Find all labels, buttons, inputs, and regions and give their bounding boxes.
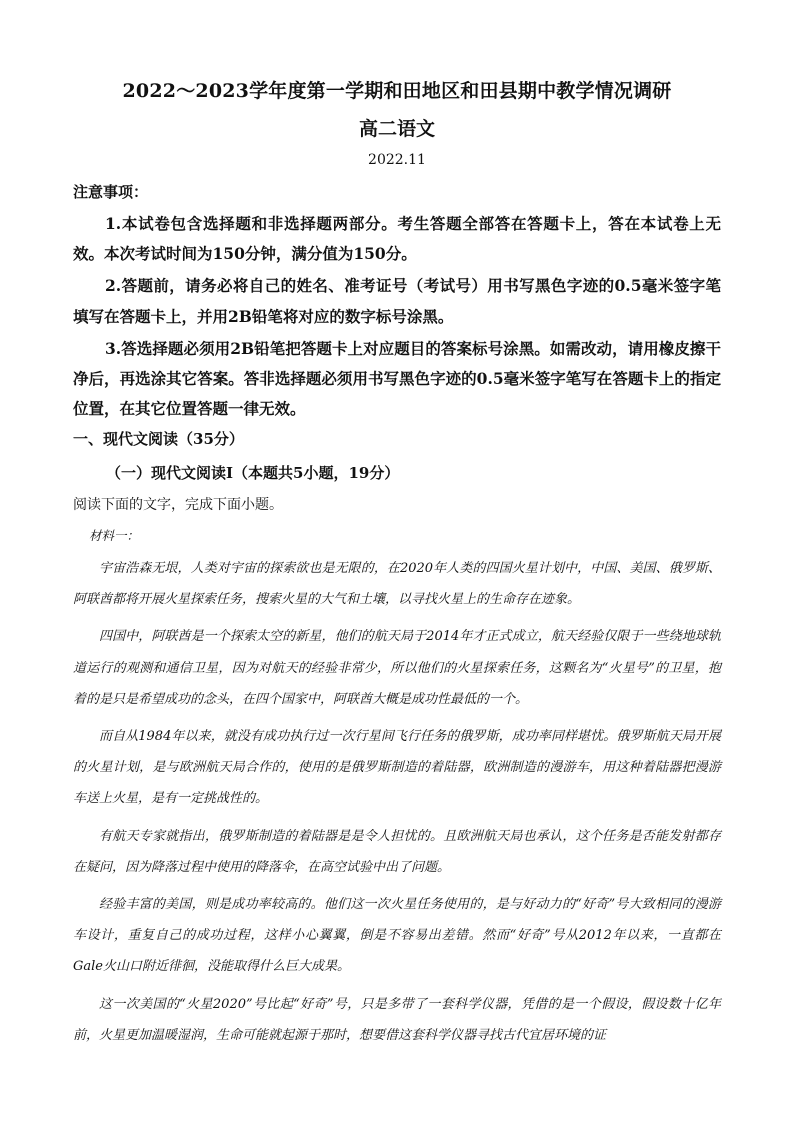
material-paragraph: 经验丰富的美国，则是成功率较高的。他们这一次火星任务使用的，是与好动力的“好奇”号大致相同的漫游车设计，重复自己的成功过程，这样小心翼翼，倒是不容易出差错。然而“好奇”号从2012年以来，一直都在Gale火山口附近徘徊，没能取得什么巨大成果。 [73,897,721,975]
subsection-heading: （一）现代文阅读Ⅰ（本题共5小题，19分） [106,464,400,482]
notice-item: 3.答选择题必须用2B铅笔把答题卡上对应题目的答案标号涂黑。如需改动，请用橡皮擦干净后，再选涂其它答案。答非选择题必须用书写黑色字迹的0.5毫米签字笔写在答题卡上的指定位置，在其它位置答题一律无效。 [73,338,721,419]
material-paragraph: 而自从1984年以来，就没有成功执行过一次行星间飞行任务的俄罗斯，成功率同样堪忧。俄罗斯航天局开展的火星计划，是与欧洲航天局合作的，使用的是俄罗斯制造的着陆器，欧洲制造的漫游车，用这种着陆器把漫游车送上火星，是有一定挑战性的。 [73,729,721,807]
exam-date: 2022.11 [368,152,426,168]
section-heading: 一、现代文阅读（35分） [73,430,244,448]
material-paragraph: 宇宙浩森无垠，人类对宇宙的探索欲也是无限的，在2020年人类的四国火星计划中，中国、美国、俄罗斯、阿联酋都将开展火星探索任务，搜索火星的大气和土壤，以寻找火星上的生命存在迹象。 [73,561,721,608]
material-paragraph: 有航天专家就指出，俄罗斯制造的着陆器是是令人担忧的。且欧洲航天局也承认，这个任务是否能发射都存在疑问，因为降落过程中使用的降落伞，在高空试验中出了问题。 [73,828,721,875]
notice-heading: 注意事项： [73,183,149,201]
notice-list [73,209,721,426]
notice-item: 1.本试卷包含选择题和非选择题两部分。考生答题全部答在答题卡上，答在本试卷上无效。本次考试时间为150分钟，满分值为150分。 [73,214,721,264]
material-label: 材料一： [89,528,140,543]
exam-title: 2022～2023学年度第一学期和田地区和田县期中教学情况调研 [122,80,672,102]
notice-item: 2.答题前，请务必将自己的姓名、准考证号（考试号）用书写黑色字迹的0.5毫米签字笔填写在答题卡上，并用2B铅笔将对应的数字标号涂黑。 [73,276,721,326]
material-paragraph: 四国中，阿联酋是一个探索太空的新星，他们的航天局于2014年才正式成立，航天经验仅限于一些绕地球轨道运行的观测和通信卫星，因为对航天的经验非常少，所以他们的火星探索任务，这颗名为“火星号”的卫星，抱着的是只是希望成功的念头，在四个国家中，阿联酋大概是成功性最低的一个。 [73,629,721,707]
material-paragraph: 这一次美国的“火星2020”号比起“好奇”号，只是多带了一套科学仪器，凭借的是一个假设，假设数十亿年前，火星更加温暖湿润，生命可能就起源于那时，想要借这套科学仪器寻找古代宜居环境的证 [73,996,721,1043]
material-text [73,553,721,1057]
reading-instruction: 阅读下面的文字，完成下面小题。 [73,497,283,513]
subject-title: 高二语文 [358,118,435,140]
